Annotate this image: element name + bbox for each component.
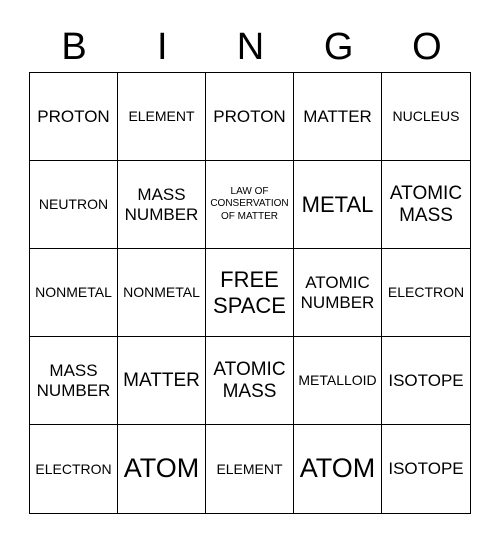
bingo-cell-r3-c3-free-space[interactable]: FREE SPACE — [206, 249, 294, 337]
header-letter-b: B — [61, 26, 87, 68]
bingo-cell-r4-c3[interactable]: ATOMIC MASS — [206, 337, 294, 425]
bingo-cell-r1-c2[interactable]: ELEMENT — [118, 73, 206, 161]
bingo-cell-r3-c4[interactable]: ATOMIC NUMBER — [294, 249, 382, 337]
bingo-cell-r1-c5[interactable]: NUCLEUS — [382, 73, 470, 161]
bingo-board — [29, 72, 471, 514]
bingo-cell-r3-c2[interactable]: NONMETAL — [118, 249, 206, 337]
header-letter-n: N — [236, 26, 265, 68]
bingo-cell-r5-c2[interactable]: ATOM — [118, 425, 206, 513]
header-letter-g: G — [323, 26, 354, 68]
bingo-cell-r4-c2[interactable]: MATTER — [118, 337, 206, 425]
bingo-cell-r4-c5[interactable]: ISOTOPE — [382, 337, 470, 425]
bingo-cell-r2-c4[interactable]: METAL — [294, 161, 382, 249]
bingo-cell-r2-c3[interactable]: LAW OF CONSERVATION OF MATTER — [206, 161, 294, 249]
bingo-cell-r5-c5[interactable]: ISOTOPE — [388, 459, 464, 479]
bingo-cell-r5-c3[interactable]: ELEMENT — [206, 425, 294, 513]
bingo-cell-r1-c1[interactable]: PROTON — [30, 73, 118, 161]
bingo-cell-r5-c1[interactable]: ELECTRON — [30, 425, 118, 513]
header-letter-i: I — [157, 26, 168, 68]
bingo-cell-r2-c5[interactable]: ATOMIC MASS — [382, 161, 470, 249]
bingo-cell-r3-c5[interactable]: ELECTRON — [382, 249, 470, 337]
bingo-cell-r2-c1[interactable]: NEUTRON — [30, 161, 118, 249]
bingo-cell-r1-c3[interactable]: PROTON — [206, 73, 294, 161]
bingo-cell-r3-c1[interactable]: NONMETAL — [30, 249, 118, 337]
bingo-cell-r1-c4[interactable]: MATTER — [294, 73, 382, 161]
bingo-cell-r4-c1[interactable]: MASS NUMBER — [30, 337, 118, 425]
bingo-cell-r2-c2[interactable]: MASS NUMBER — [118, 161, 206, 249]
bingo-header — [30, 22, 471, 72]
bingo-cell-r4-c4[interactable]: METALLOID — [294, 337, 382, 425]
header-letter-o: O — [412, 26, 442, 68]
bingo-cell-r5-c4[interactable]: ATOM — [294, 425, 382, 513]
